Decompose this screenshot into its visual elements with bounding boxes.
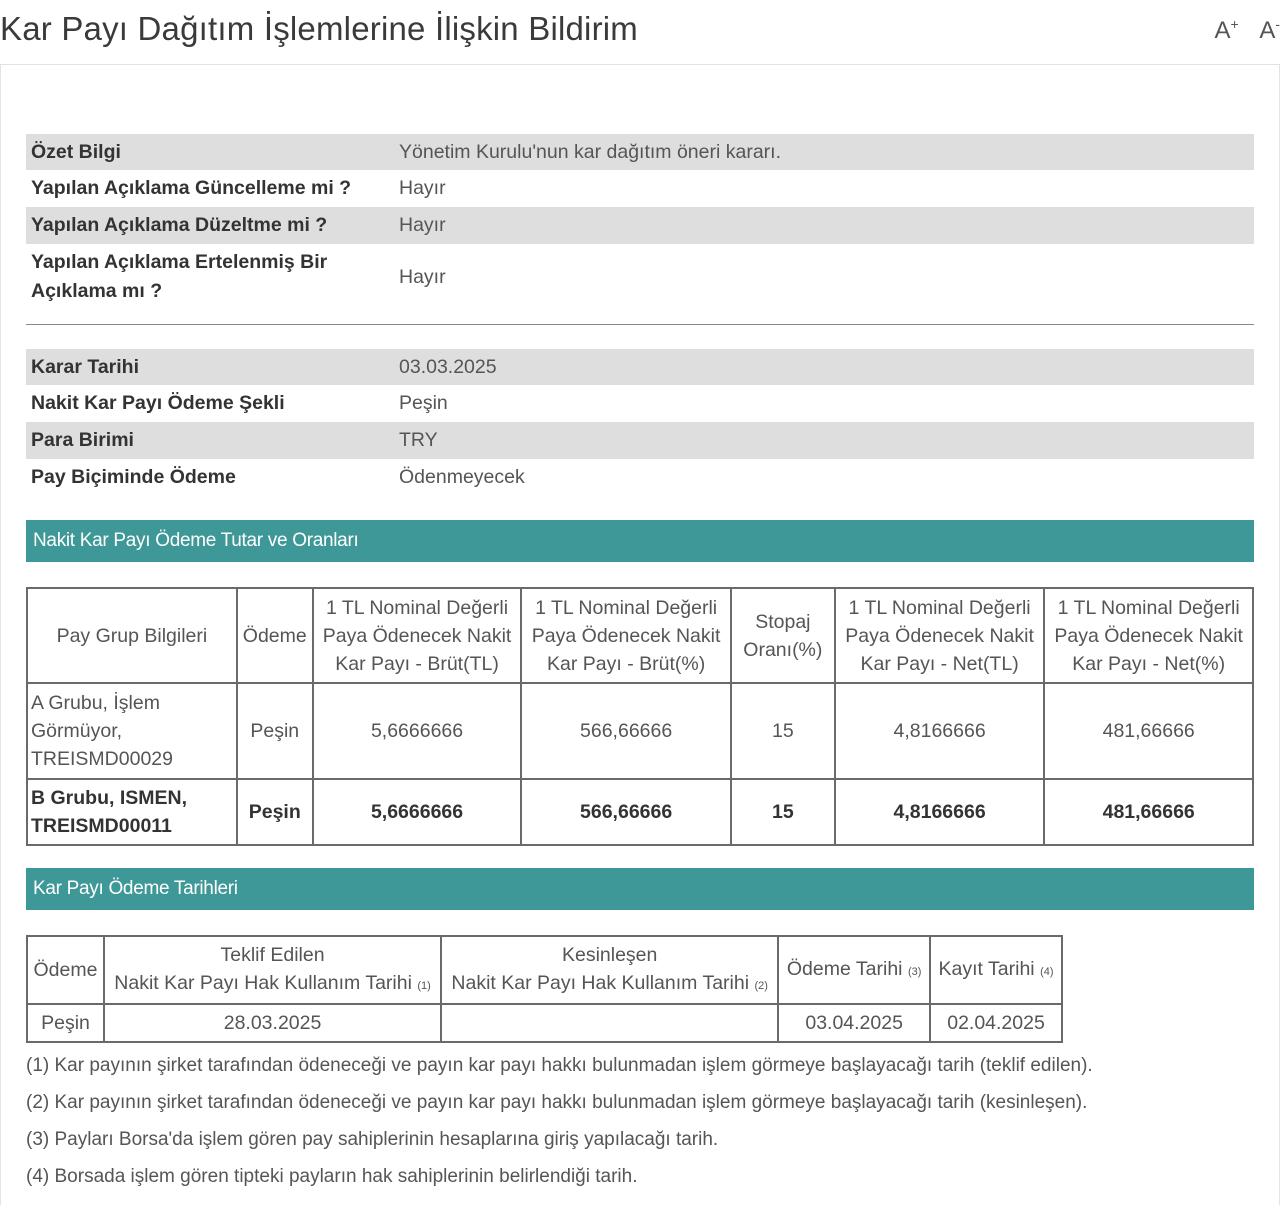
summary-value: Hayır bbox=[399, 177, 446, 199]
table-row bbox=[27, 1004, 1062, 1042]
page-title: Kar Payı Dağıtım İşlemlerine İlişkin Bildirim bbox=[0, 10, 638, 47]
table-cell: 566,66666 bbox=[521, 683, 731, 779]
detail-value: TRY bbox=[394, 422, 1254, 459]
summary-label: Yapılan Açıklama Güncelleme mi ? bbox=[31, 177, 352, 199]
column-header: Teklif Edilen Nakit Kar Payı Hak Kullanım Tarihi (1) bbox=[104, 936, 441, 1004]
column-header: Pay Grup Bilgileri bbox=[27, 588, 237, 683]
column-header: Ödeme bbox=[27, 936, 104, 1004]
summary-row bbox=[26, 244, 1254, 310]
table-cell: 566,66666 bbox=[521, 779, 731, 845]
detail-value: Ödenmeyecek bbox=[399, 466, 525, 488]
decrease-font-button[interactable]: A- bbox=[1259, 16, 1280, 44]
font-size-controls bbox=[1200, 16, 1280, 45]
table-cell: 15 bbox=[731, 683, 835, 779]
table-cell: 03.04.2025 bbox=[778, 1004, 930, 1042]
table-row bbox=[27, 683, 1253, 779]
table-header-row bbox=[27, 936, 1062, 1004]
table-cell: 15 bbox=[731, 779, 835, 845]
detail-label: Karar Tarihi bbox=[26, 349, 394, 385]
summary-value: Hayır bbox=[394, 207, 1254, 244]
table-cell: 4,8166666 bbox=[835, 683, 1045, 779]
detail-row bbox=[26, 422, 1254, 459]
table-cell: Peşin bbox=[237, 683, 313, 779]
table-cell: 481,66666 bbox=[1044, 779, 1253, 845]
detail-row bbox=[26, 349, 1254, 385]
table-cell: 4,8166666 bbox=[835, 779, 1045, 845]
table-cell bbox=[441, 1004, 778, 1042]
summary-label: Yapılan Açıklama Düzeltme mi ? bbox=[26, 207, 394, 244]
summary-label: Özet Bilgi bbox=[26, 134, 394, 170]
column-header: Ödeme Tarihi (3) bbox=[778, 936, 930, 1004]
footnotes bbox=[26, 1050, 1266, 1198]
table-header-row bbox=[27, 588, 1253, 683]
footnote: (1) Kar payının şirket tarafından ödeneceği ve payın kar payı hakkı bulunmadan işlem görmeye başlayacağı tarih (teklif edilen). bbox=[26, 1055, 1093, 1076]
table-cell: Peşin bbox=[27, 1004, 104, 1042]
details-table bbox=[26, 349, 1254, 496]
column-header: 1 TL Nominal Değerli Paya Ödenecek Nakit Kar Payı - Brüt(TL) bbox=[313, 588, 522, 683]
payment-dates-table bbox=[26, 935, 1063, 1043]
summary-row bbox=[26, 170, 1254, 207]
summary-label: Yapılan Açıklama Ertelenmiş Bir Açıklama mı ? bbox=[31, 251, 328, 302]
table-cell: Peşin bbox=[237, 779, 313, 845]
detail-label: Para Birimi bbox=[26, 422, 394, 459]
table-cell: 5,6666666 bbox=[313, 683, 522, 779]
footnote: (2) Kar payının şirket tarafından ödeneceği ve payın kar payı hakkı bulunmadan işlem görmeye başlayacağı tarih (kesinleşen). bbox=[26, 1092, 1088, 1113]
section-divider bbox=[26, 324, 1254, 325]
table-cell: 28.03.2025 bbox=[104, 1004, 441, 1042]
pay-group-cell: B Grubu, ISMEN, TREISMD00011 bbox=[27, 779, 237, 845]
cash-dividend-section-title: Nakit Kar Payı Ödeme Tutar ve Oranları bbox=[26, 520, 1254, 562]
detail-value: Peşin bbox=[399, 392, 448, 414]
column-header: Ödeme bbox=[237, 588, 313, 683]
payment-dates-section-title: Kar Payı Ödeme Tarihleri bbox=[26, 868, 1254, 910]
table-cell: 481,66666 bbox=[1044, 683, 1253, 779]
detail-value: 03.03.2025 bbox=[394, 349, 1254, 385]
detail-row bbox=[26, 385, 1254, 422]
column-header: 1 TL Nominal Değerli Paya Ödenecek Nakit Kar Payı - Net(%) bbox=[1044, 588, 1253, 683]
increase-font-button[interactable]: A+ bbox=[1214, 16, 1239, 44]
summary-table bbox=[26, 134, 1254, 310]
summary-value: Hayır bbox=[399, 265, 446, 288]
table-row bbox=[27, 779, 1253, 845]
column-header: Kesinleşen Nakit Kar Payı Hak Kullanım Tarihi (2) bbox=[441, 936, 778, 1004]
column-header: Kayıt Tarihi (4) bbox=[930, 936, 1062, 1004]
detail-row bbox=[26, 459, 1254, 496]
pay-group-cell: A Grubu, İşlem Görmüyor, TREISMD00029 bbox=[27, 683, 237, 779]
table-cell: 02.04.2025 bbox=[930, 1004, 1062, 1042]
table-cell: 5,6666666 bbox=[313, 779, 522, 845]
summary-value: Yönetim Kurulu'nun kar dağıtım öneri kararı. bbox=[394, 134, 1254, 170]
detail-label: Nakit Kar Payı Ödeme Şekli bbox=[31, 392, 285, 414]
summary-row bbox=[26, 207, 1254, 244]
summary-row bbox=[26, 134, 1254, 170]
column-header: Stopaj Oranı(%) bbox=[731, 588, 835, 683]
footnote: (4) Borsada işlem gören tipteki payların hak sahiplerinin belirlendiği tarih. bbox=[26, 1166, 638, 1187]
detail-label: Pay Biçiminde Ödeme bbox=[31, 466, 236, 488]
column-header: 1 TL Nominal Değerli Paya Ödenecek Nakit Kar Payı - Brüt(%) bbox=[521, 588, 731, 683]
footnote: (3) Payları Borsa'da işlem gören pay sahiplerinin hesaplarına giriş yapılacağı tarih. bbox=[26, 1129, 719, 1150]
cash-dividend-table bbox=[26, 587, 1254, 846]
column-header: 1 TL Nominal Değerli Paya Ödenecek Nakit Kar Payı - Net(TL) bbox=[835, 588, 1045, 683]
